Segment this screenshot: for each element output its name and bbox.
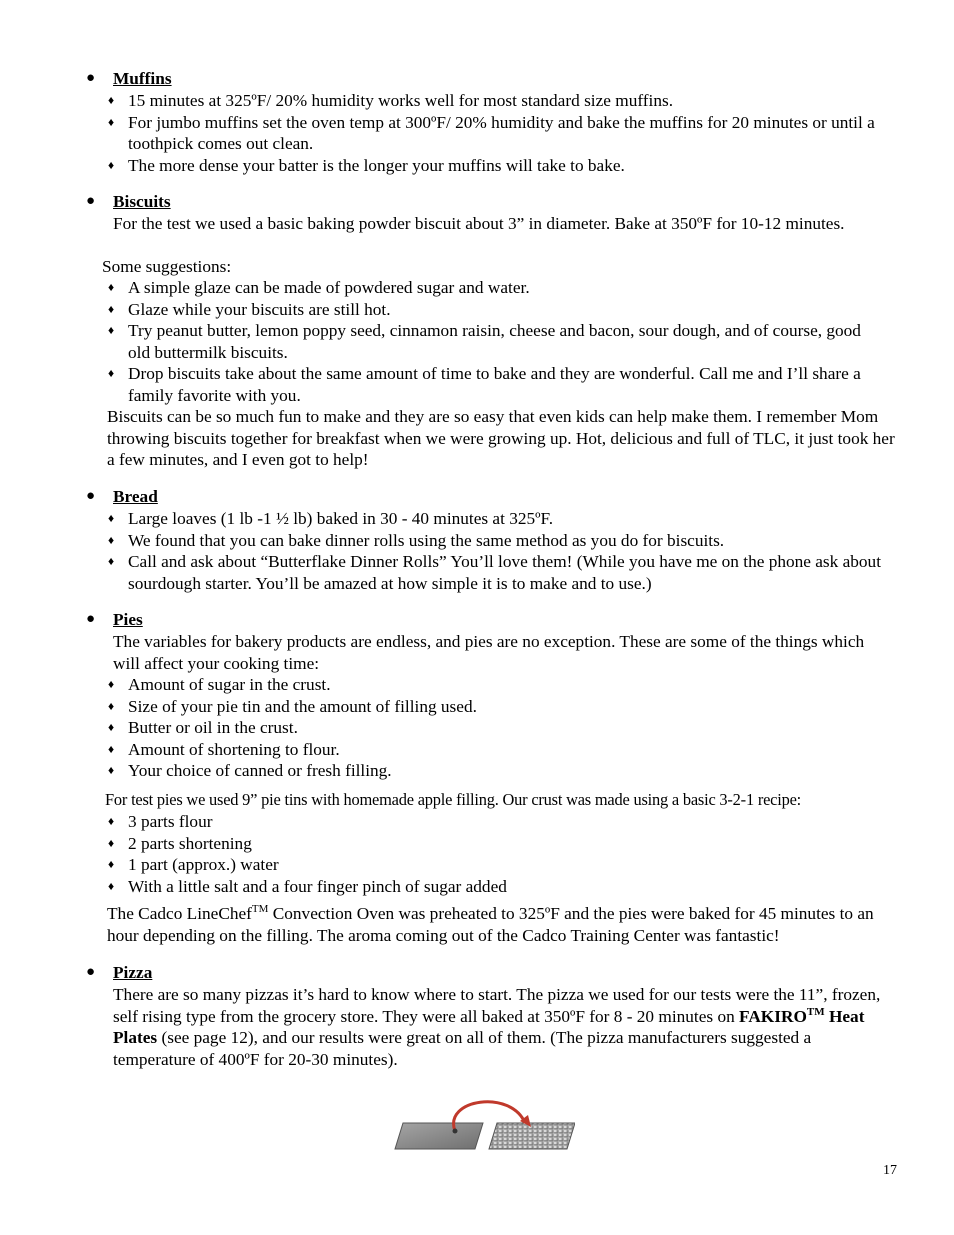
trademark-mark: TM: [251, 903, 269, 915]
list-item: ♦ We found that you can bake dinner rolls using the same method as you do for biscuits.: [108, 530, 883, 552]
biscuits-heading: Biscuits: [113, 192, 171, 211]
pies-closing: [107, 903, 902, 946]
brand-label: FAKIRO: [739, 1006, 807, 1026]
section-bullet: ●: [86, 611, 96, 627]
pies-heading: Pies: [113, 610, 143, 629]
pizza-heading: Pizza: [113, 963, 153, 982]
list-item: ♦ Try peanut butter, lemon poppy seed, cinnamon raisin, cheese and bacon, sour dough, and of course, good old buttermilk biscuits.: [108, 320, 883, 363]
pies-intro: The variables for bakery products are endless, and pies are no exception. These are some of the things which will affect your cooking time:: [113, 632, 865, 673]
biscuits-closing: Biscuits can be so much fun to make and they are so easy that even kids can help make them. I remember Mom throwing biscuits together for breakfast when we were growing up. Hot, delicious and full of TLC, it just took her a few minutes, and I even got to help!: [107, 407, 895, 469]
solid-plate: [395, 1123, 483, 1149]
list-item: ♦ With a little salt and a four finger pinch of sugar added: [108, 876, 883, 898]
pies-recipe-list: [108, 811, 883, 897]
biscuits-intro: For the test we used a basic baking powder biscuit about 3” in diameter. Bake at 350ºF for 10-12 minutes.: [113, 214, 845, 233]
list-item: ♦ 2 parts shortening: [108, 833, 883, 855]
pizza-text-part1: There are so many pizzas it’s hard to know where to start. The pizza we used for our tests were the 11”, frozen, self rising type from the grocery store. They were all baked at 350ºF for 8 - 20 minutes on: [113, 985, 881, 1026]
suggestions-label: Some suggestions:: [102, 257, 232, 276]
pies-closing-part2: Convection Oven was preheated to 325ºF and the pies were baked for 45 minutes to an hour depending on the filling. The aroma coming out of the Cadco Training Center was fantastic!: [107, 904, 874, 945]
list-item: ♦ Size of your pie tin and the amount of filling used.: [108, 696, 883, 718]
pies-variables-list: [108, 674, 883, 782]
list-item: ♦ Butter or oil in the crust.: [108, 717, 883, 739]
list-item: ♦ Your choice of canned or fresh filling.: [108, 760, 883, 782]
list-item: ♦ A simple glaze can be made of powdered sugar and water.: [108, 277, 883, 299]
list-item: ♦ 15 minutes at 325ºF/ 20% humidity works well for most standard size muffins.: [108, 90, 883, 112]
list-item: ♦ Glaze while your biscuits are still hot.: [108, 299, 883, 321]
trademark-mark: TM: [806, 1005, 825, 1018]
brand-suffix: Heat Plates: [113, 1006, 865, 1047]
grid-plate: [489, 1123, 575, 1149]
bread-heading: Bread: [113, 487, 158, 506]
list-item: ♦ For jumbo muffins set the oven temp at 300ºF/ 20% humidity and bake the muffins for 20 minutes or until a toothpick comes out clean.: [108, 112, 883, 155]
bread-list: [108, 508, 883, 594]
pizza-text-part2: (see page 12), and our results were great on all of them. (The pizza manufacturers suggested a temperature of 400ºF for 20-30 minutes).: [113, 1028, 812, 1069]
list-item: ♦ Amount of sugar in the crust.: [108, 674, 883, 696]
list-item: ♦ 1 part (approx.) water: [108, 854, 883, 876]
list-item: ♦ Large loaves (1 lb -1 ½ lb) baked in 30 - 40 minutes at 325ºF.: [108, 508, 883, 530]
pies-recipe-intro: For test pies we used 9” pie tins with homemade apple filling. Our crust was made using a basic 3-2-1 recipe:: [105, 790, 802, 809]
list-item: ♦ 3 parts flour: [108, 811, 883, 833]
muffins-heading: Muffins: [113, 69, 172, 88]
section-bullet: ●: [86, 70, 96, 86]
list-item: ♦ The more dense your batter is the longer your muffins will take to bake.: [108, 155, 883, 177]
section-bullet: ●: [86, 488, 96, 504]
arrow-origin: [453, 1129, 458, 1134]
biscuits-list: [108, 277, 883, 406]
list-item: ♦ Call and ask about “Butterflake Dinner Rolls” You’ll love them! (While you have me on the phone ask about sourdough starter. You’ll be amazed at how simple it is to make and to use.): [108, 551, 883, 594]
list-item: ♦ Drop biscuits take about the same amount of time to bake and they are wonderful. Call me and I’ll share a family favorite with you.: [108, 363, 883, 406]
page-number: 17: [883, 1163, 897, 1178]
list-item: ♦ Amount of shortening to flour.: [108, 739, 883, 761]
pizza-text: [113, 984, 893, 1070]
muffins-list: [108, 90, 883, 176]
heat-plates-illustration: [393, 1093, 575, 1153]
section-bullet: ●: [86, 193, 96, 209]
section-bullet: ●: [86, 964, 96, 980]
pies-closing-part1: The Cadco LineChef: [107, 904, 252, 923]
